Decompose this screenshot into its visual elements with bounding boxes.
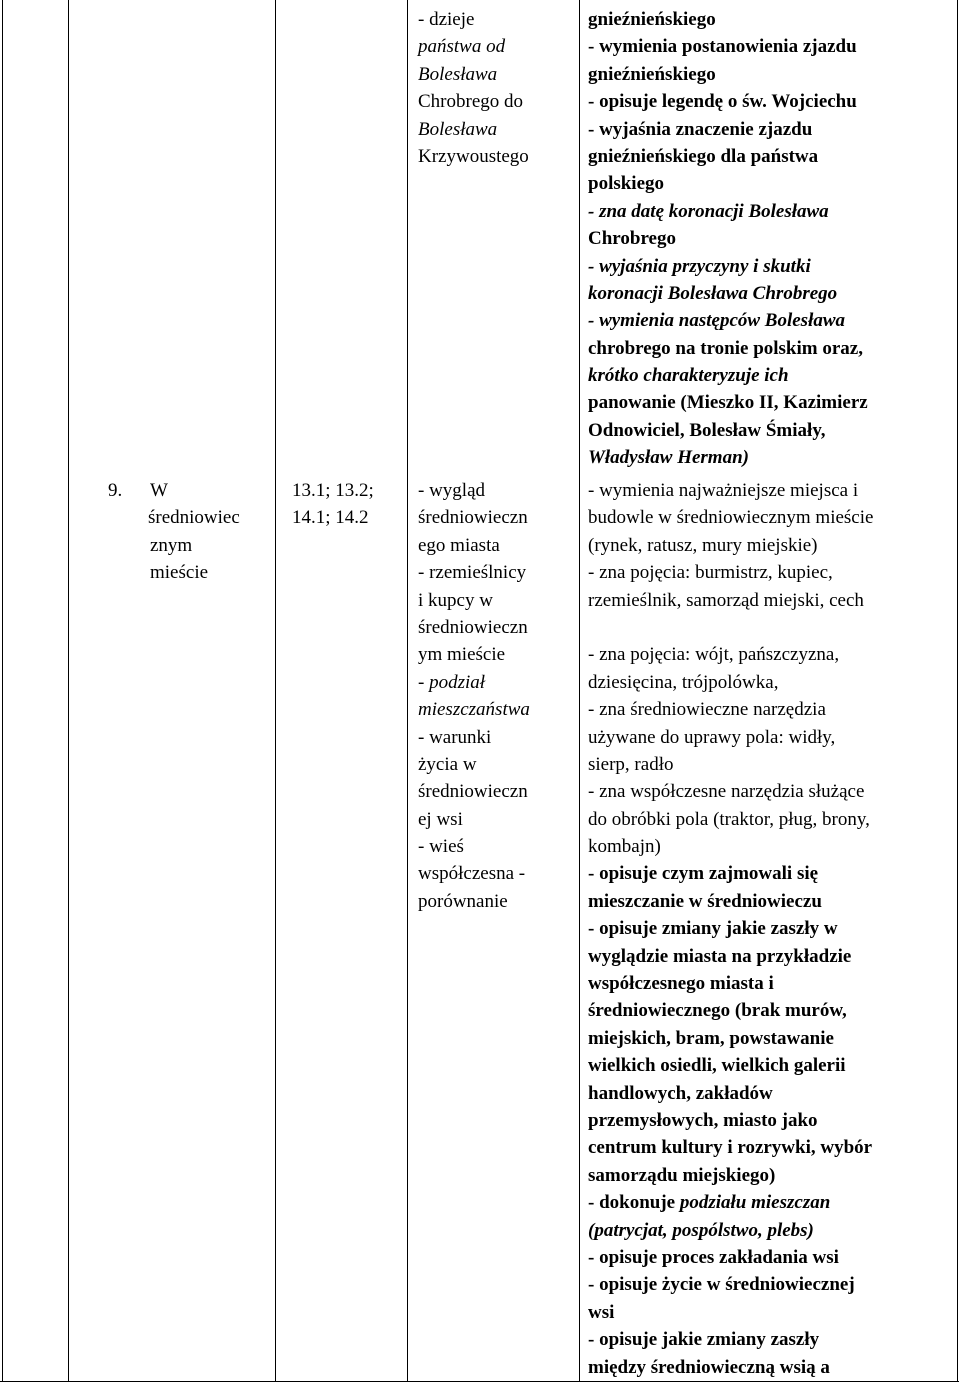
requirements-bottom-cell [588, 477, 873, 1381]
lesson-number-cell [108, 477, 122, 504]
column-divider-1 [68, 0, 69, 1382]
requirement-line [588, 614, 873, 641]
requirement-line: (patrycjat, pospólstwo, plebs) [588, 1219, 814, 1241]
requirement-line: - opisuje czym zajmowali się [588, 863, 819, 885]
content-line: i kupcy w [418, 589, 493, 611]
requirement-line: gnieźnieńskiego dla państwa [588, 145, 819, 167]
content-top-cell [418, 6, 529, 170]
content-line: - warunki [418, 726, 492, 748]
requirement-line: (rynek, ratusz, mury miejskie) [588, 534, 818, 556]
requirement-line: - opisuje zmiany jakie zaszły w [588, 918, 838, 940]
requirement-line: między średniowieczną wsią a [588, 1356, 830, 1378]
topic-line: W [150, 480, 168, 501]
topic-line: mieście [150, 562, 209, 584]
content-line: Bolesława [418, 63, 498, 85]
content-line: średniowieczn [418, 781, 528, 803]
table-border-bottom [0, 1381, 959, 1382]
content-line: ym mieście [418, 644, 506, 666]
requirement-line: sierp, radło [588, 753, 674, 775]
requirement-line: współczesnego miasta i [588, 973, 774, 995]
requirement-line: kombajn) [588, 836, 661, 858]
requirement-line: Odnowiciel, Bolesław Śmiały, [588, 419, 826, 441]
column-divider-2 [275, 0, 276, 1382]
content-line: współczesna - [418, 863, 526, 885]
curriculum-line: 13.1; 13.2; [292, 480, 374, 501]
requirement-line: wsi [588, 1301, 615, 1323]
curriculum-line: 14.1; 14.2 [292, 507, 369, 529]
requirements-top-cell [588, 6, 868, 472]
requirement-line: - wymienia następców Bolesława [588, 310, 846, 332]
content-line: państwa od [418, 36, 506, 58]
requirement-line: - wymienia postanowienia zjazdu [588, 36, 857, 58]
requirement-line: - zna współczesne narzędzia służące [588, 781, 865, 803]
content-line: średniowieczn [418, 616, 528, 638]
requirement-line: do obróbki pola (traktor, pług, brony, [588, 808, 870, 830]
requirement-line: Władysław Herman) [588, 447, 749, 469]
requirement-line: rzemieślnik, samorząd miejski, cech [588, 589, 864, 611]
curriculum-cell [292, 477, 374, 532]
content-bottom-cell [418, 477, 530, 915]
requirement-line: polskiego [588, 173, 665, 195]
requirement-line: - zna pojęcia: burmistrz, kupiec, [588, 562, 833, 584]
requirement-line: miejskich, bram, powstawanie [588, 1027, 834, 1049]
column-divider-4 [579, 0, 580, 1382]
requirement-line: - wyjaśnia przyczyny i skutki [588, 255, 811, 277]
requirement-line: koronacji Bolesława Chrobrego [588, 282, 838, 304]
requirement-line: - zna średniowieczne narzędzia [588, 699, 826, 721]
content-line: Bolesława [418, 118, 498, 140]
requirement-line: - opisuje życie w średniowiecznej [588, 1274, 855, 1296]
column-divider-3 [407, 0, 408, 1382]
content-line: - dzieje [418, 9, 475, 30]
content-line: porównanie [418, 890, 508, 912]
content-line: mieszczaństwa [418, 699, 530, 721]
content-line: - wygląd [418, 480, 486, 501]
requirement-line: wielkich osiedli, wielkich galerii [588, 1055, 846, 1077]
requirement-line: - dokonuje podziału mieszczan [588, 1192, 831, 1214]
requirement-line: - zna pojęcia: wójt, pańszczyzna, [588, 644, 840, 666]
requirement-line: wyglądzie miasta na przykładzie [588, 945, 852, 967]
requirement-line: - opisuje jakie zmiany zaszły [588, 1329, 820, 1351]
table-border-left [2, 0, 3, 1382]
requirement-line: gnieźnieńskiego [588, 9, 716, 30]
lesson-number: 9. [108, 480, 123, 501]
content-line: - podział [418, 671, 486, 693]
requirement-line: - wymienia najważniejsze miejsca i [588, 480, 859, 501]
requirement-line: samorządu miejskiego) [588, 1164, 776, 1186]
requirement-line: - wyjaśnia znaczenie zjazdu [588, 118, 813, 140]
requirement-line: handlowych, zakładów [588, 1082, 773, 1104]
requirement-line: gnieźnieńskiego [588, 63, 716, 85]
requirement-line: krótko charakteryzuje ich [588, 365, 789, 387]
requirement-line: przemysłowych, miasto jako [588, 1109, 818, 1131]
requirement-line: centrum kultury i rozrywki, wybór [588, 1137, 873, 1159]
content-line: życia w [418, 753, 477, 775]
topic-cell [150, 477, 240, 587]
requirement-line: Chrobrego [588, 228, 676, 250]
content-line: Krzywoustego [418, 145, 529, 167]
requirement-line: - zna datę koronacji Bolesława [588, 200, 829, 222]
requirement-line: dziesięcina, trójpolówka, [588, 671, 779, 693]
content-line: ej wsi [418, 808, 463, 830]
requirement-line: - opisuje proces zakładania wsi [588, 1246, 839, 1268]
requirement-line: budowle w średniowiecznym mieście [588, 507, 874, 529]
requirement-line: mieszczanie w średniowieczu [588, 890, 822, 912]
table-border-right [957, 0, 958, 1382]
topic-line: średniowiec [148, 507, 240, 529]
content-line: Chrobrego do [418, 91, 524, 113]
requirement-line: panowanie (Mieszko II, Kazimierz [588, 392, 868, 414]
requirement-line: chrobrego na tronie polskim oraz, [588, 337, 863, 359]
content-line: średniowieczn [418, 507, 528, 529]
content-line: - wieś [418, 836, 464, 858]
topic-line: znym [150, 534, 193, 556]
requirement-line: używane do uprawy pola: widły, [588, 726, 836, 748]
requirement-line: - opisuje legendę o św. Wojciechu [588, 91, 857, 113]
content-line: - rzemieślnicy [418, 562, 527, 584]
requirement-line: średniowiecznego (brak murów, [588, 1000, 847, 1022]
content-line: ego miasta [418, 534, 500, 556]
